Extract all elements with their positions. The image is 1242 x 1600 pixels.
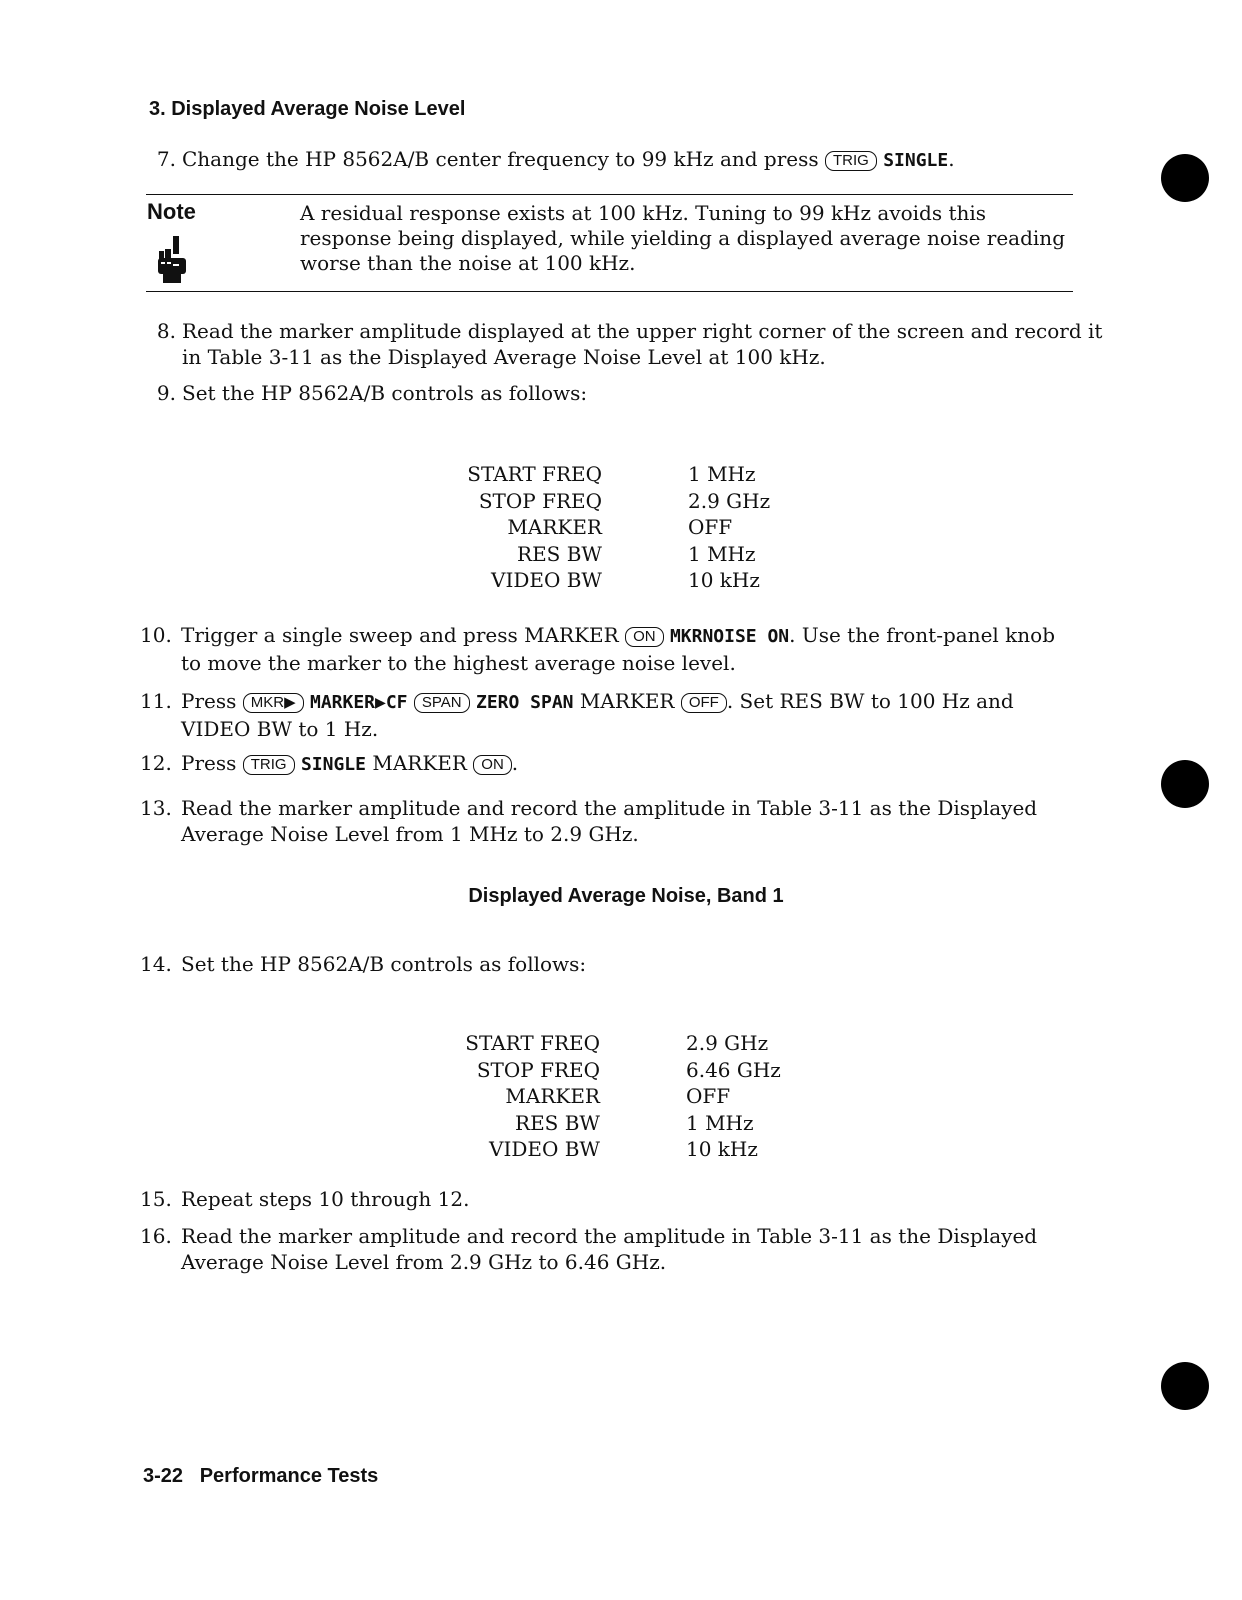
settings-table-2 bbox=[378, 1030, 798, 1163]
step-number: 9. bbox=[156, 381, 176, 405]
settings-row bbox=[380, 541, 800, 568]
mkr-key: MKR▶ bbox=[243, 693, 304, 713]
setting-value: 2.9 GHz bbox=[686, 1031, 769, 1055]
single-softkey: SINGLE bbox=[883, 150, 949, 171]
step-text: MARKER bbox=[579, 689, 675, 713]
note-label: Note bbox=[147, 199, 196, 224]
step-line: VIDEO BW to 1 Hz. bbox=[181, 717, 379, 741]
step-13 bbox=[140, 795, 1040, 847]
setting-value: 2.9 GHz bbox=[688, 488, 771, 513]
step-line: Read the marker amplitude and record the amplitude in Table 3-11 as the Displayed bbox=[181, 1224, 1038, 1248]
settings-row bbox=[378, 1110, 798, 1137]
step-14 bbox=[140, 951, 740, 977]
on-key: ON bbox=[625, 627, 664, 647]
page-number: 3-22 bbox=[143, 1465, 184, 1487]
step-line: Read the marker amplitude displayed at the upper right corner of the screen and record it bbox=[182, 319, 1103, 343]
step-16 bbox=[140, 1223, 1040, 1275]
step-text: Press bbox=[181, 751, 237, 775]
step-end: . bbox=[948, 147, 955, 171]
note-text: A residual response exists at 100 kHz. Tuning to 99 kHz avoids this response being displayed, while yielding a displayed average noise reading worse than the noise at 100 kHz. bbox=[300, 201, 1065, 275]
step-text: Set the HP 8562A/B controls as follows: bbox=[182, 381, 588, 405]
footer-title: Performance Tests bbox=[199, 1465, 379, 1487]
settings-row bbox=[380, 567, 800, 594]
settings-row bbox=[378, 1030, 798, 1057]
step-8 bbox=[146, 318, 1103, 370]
setting-value: OFF bbox=[686, 1084, 731, 1108]
step-line: Average Noise Level from 1 MHz to 2.9 GHz. bbox=[181, 822, 639, 846]
step-number: 16. bbox=[140, 1224, 172, 1248]
band-subheading: Displayed Average Noise, Band 1 bbox=[468, 885, 784, 907]
step-number: 7. bbox=[156, 147, 176, 171]
punch-hole bbox=[1161, 154, 1209, 202]
step-number: 11. bbox=[140, 689, 172, 713]
setting-value: OFF bbox=[688, 515, 733, 539]
step-15 bbox=[140, 1186, 740, 1212]
setting-value: 1 MHz bbox=[688, 541, 756, 566]
settings-row bbox=[380, 488, 800, 515]
setting-label: VIDEO BW bbox=[489, 1137, 600, 1161]
step-9 bbox=[146, 380, 746, 406]
punch-hole bbox=[1161, 760, 1209, 808]
setting-label: RES BW bbox=[515, 1110, 600, 1135]
trig-key: TRIG bbox=[243, 755, 295, 775]
settings-row bbox=[380, 461, 800, 488]
step-text: Set the HP 8562A/B controls as follows: bbox=[181, 952, 587, 976]
settings-row bbox=[378, 1136, 798, 1163]
setting-value: 10 kHz bbox=[688, 568, 760, 592]
step-text: MARKER bbox=[372, 751, 467, 775]
pointing-hand-icon bbox=[156, 236, 188, 284]
setting-label: STOP FREQ bbox=[476, 1057, 600, 1082]
setting-value: 6.46 GHz bbox=[686, 1057, 781, 1082]
setting-label: START FREQ bbox=[465, 1031, 600, 1055]
off-key: OFF bbox=[681, 693, 727, 713]
step-11 bbox=[140, 688, 1080, 740]
section-heading: 3. Displayed Average Noise Level bbox=[149, 98, 466, 120]
single-softkey: SINGLE bbox=[300, 754, 366, 775]
punch-hole bbox=[1161, 1362, 1209, 1410]
setting-value: 1 MHz bbox=[686, 1110, 754, 1135]
marker-cf-softkey: MARKER▶CF bbox=[309, 692, 408, 713]
setting-label: MARKER bbox=[507, 515, 602, 539]
trig-key: TRIG bbox=[825, 151, 877, 171]
step-10 bbox=[140, 622, 1080, 674]
step-text: . Use the front-panel knob bbox=[789, 623, 1056, 647]
note-bottom-rule bbox=[146, 291, 1073, 292]
step-number: 12. bbox=[140, 751, 172, 775]
setting-label: VIDEO BW bbox=[491, 568, 602, 592]
step-text: Trigger a single sweep and press MARKER bbox=[181, 623, 619, 647]
zero-span-softkey: ZERO SPAN bbox=[475, 692, 574, 713]
note-top-rule bbox=[146, 194, 1073, 195]
step-number: 13. bbox=[140, 796, 172, 820]
setting-value: 1 MHz bbox=[688, 462, 756, 486]
step-7 bbox=[146, 146, 1046, 172]
step-number: 14. bbox=[140, 952, 172, 976]
step-number: 8. bbox=[156, 319, 176, 343]
settings-row bbox=[380, 514, 800, 541]
on-key: ON bbox=[473, 755, 512, 775]
step-line: Average Noise Level from 2.9 GHz to 6.46 GHz. bbox=[181, 1250, 667, 1274]
settings-row bbox=[378, 1057, 798, 1084]
step-end: . bbox=[511, 751, 519, 775]
step-text: . Set RES BW to 100 Hz and bbox=[726, 689, 1014, 713]
setting-label: MARKER bbox=[505, 1084, 600, 1108]
settings-row bbox=[378, 1083, 798, 1110]
step-12 bbox=[140, 750, 740, 776]
setting-value: 10 kHz bbox=[686, 1137, 758, 1161]
step-text: Repeat steps 10 through 12. bbox=[181, 1187, 470, 1211]
step-number: 15. bbox=[140, 1187, 172, 1211]
step-line: Read the marker amplitude and record the amplitude in Table 3-11 as the Displayed bbox=[181, 796, 1038, 820]
setting-label: RES BW bbox=[517, 541, 602, 566]
setting-label: STOP FREQ bbox=[478, 488, 602, 513]
step-text: Change the HP 8562A/B center frequency to 99 kHz and press bbox=[182, 147, 819, 171]
mkrnoise-on-softkey: MKRNOISE ON bbox=[669, 626, 790, 647]
setting-label: START FREQ bbox=[467, 462, 602, 486]
step-text: Press bbox=[181, 689, 237, 713]
page-footer bbox=[143, 1465, 378, 1488]
step-line: to move the marker to the highest average noise level. bbox=[181, 651, 736, 675]
span-key: SPAN bbox=[414, 693, 470, 713]
settings-table-1 bbox=[380, 461, 800, 594]
step-number: 10. bbox=[140, 623, 172, 647]
step-line: in Table 3-11 as the Displayed Average Noise Level at 100 kHz. bbox=[182, 345, 826, 369]
